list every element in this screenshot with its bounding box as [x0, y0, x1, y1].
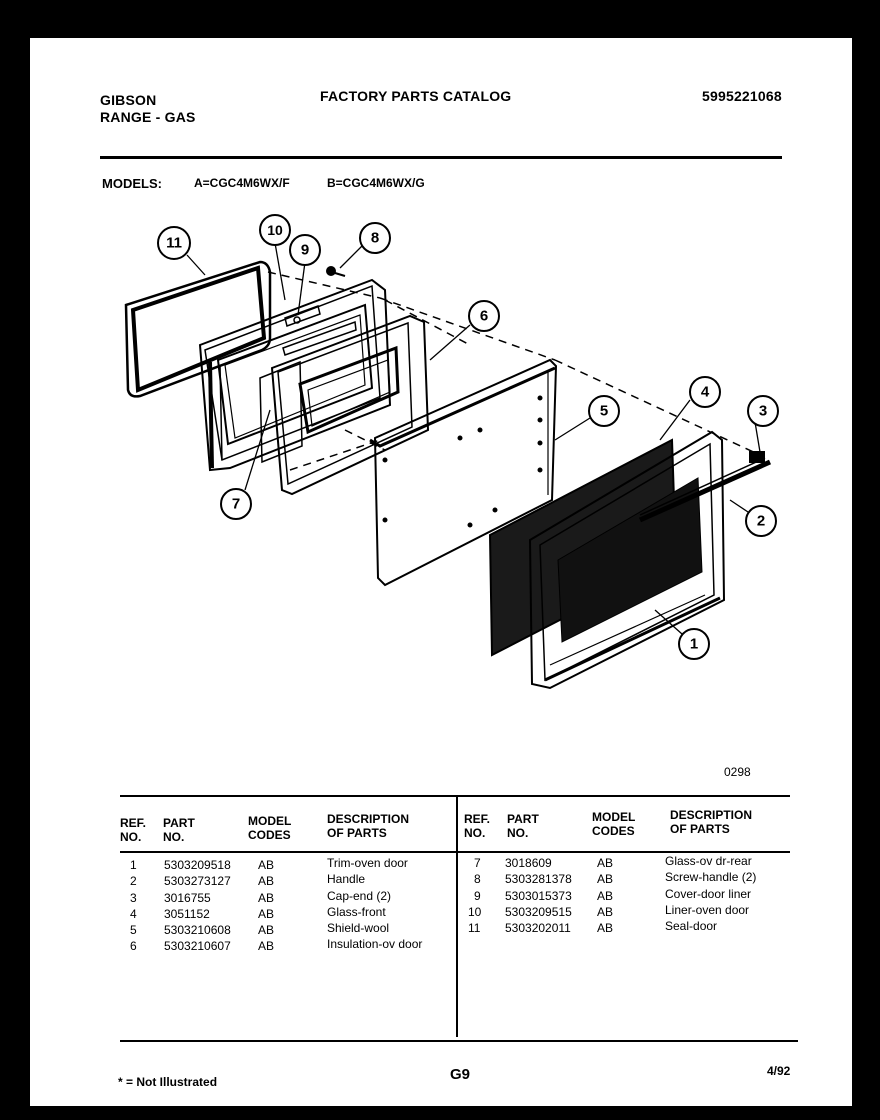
svg-text:5: 5 — [599, 402, 609, 420]
callout-7 — [221, 489, 251, 519]
table-row-ref: 3 — [130, 890, 137, 905]
catalog-title: FACTORY PARTS CATALOG — [320, 88, 512, 104]
right-desc-column — [665, 853, 756, 934]
model-a: A=CGC4M6WX/F — [194, 176, 290, 190]
callout-10 — [260, 215, 290, 245]
header-part-left: PART NO. — [163, 816, 195, 844]
table-row-part: 3018609 — [505, 856, 552, 870]
table-top-rule — [120, 795, 790, 797]
table-row-part: 5303210608 — [164, 923, 231, 938]
product-type: RANGE - GAS — [100, 109, 196, 125]
table-row-ref: 8 — [474, 872, 481, 887]
table-row-codes: AB — [597, 856, 614, 870]
catalog-date: 4/92 — [767, 1064, 791, 1078]
brand-name: GIBSON — [100, 92, 157, 108]
liner-oven-door-part — [200, 280, 390, 470]
right-codes-column — [597, 855, 613, 936]
table-row-desc: Screw-handle (2) — [665, 870, 757, 885]
table-row-part: 5303210607 — [164, 939, 231, 954]
table-row-ref: 6 — [130, 939, 137, 954]
left-ref-column — [130, 857, 137, 955]
table-row-codes: AB — [258, 906, 275, 921]
svg-text:4: 4 — [700, 383, 710, 401]
callout-8 — [360, 223, 390, 253]
table-row-desc: Seal-door — [665, 919, 718, 934]
table-row-desc: Shield-wool — [327, 921, 390, 936]
table-row-part: 5303202011 — [505, 921, 571, 936]
model-b: B=CGC4M6WX/G — [327, 176, 425, 190]
right-part-column — [505, 855, 572, 936]
table-row-codes: AB — [597, 904, 614, 919]
catalog-number: 5995221068 — [702, 88, 782, 104]
table-row-codes: AB — [258, 890, 275, 905]
table-row-ref: 7 — [474, 856, 481, 870]
not-illustrated-note: * = Not Illustrated — [118, 1075, 218, 1089]
table-row-part: 5303209518 — [164, 858, 231, 872]
callout-11 — [158, 227, 190, 259]
models-label: MODELS: — [102, 176, 162, 191]
table-row-codes: AB — [258, 923, 275, 938]
table-row-codes: AB — [258, 858, 275, 872]
table-row-desc: Handle — [327, 872, 366, 887]
table-row-codes: AB — [597, 888, 614, 903]
svg-text:7: 7 — [231, 495, 241, 513]
callout-9 — [290, 235, 320, 265]
table-row-codes: AB — [258, 874, 275, 889]
figure-code: 0298 — [724, 765, 751, 779]
svg-text:1: 1 — [689, 635, 699, 653]
svg-text:8: 8 — [370, 229, 380, 247]
cap-end-part — [750, 452, 764, 462]
table-row-desc: Glass-ov dr-rear — [665, 854, 752, 868]
table-row-ref: 1 — [130, 858, 137, 872]
table-row-desc: Glass-front — [327, 904, 386, 919]
svg-text:3: 3 — [758, 402, 768, 420]
header-desc-left: DESCRIPTION OF PARTS — [327, 812, 410, 840]
table-row-part: 3016755 — [164, 890, 211, 905]
svg-text:10: 10 — [267, 222, 283, 238]
table-row-codes: AB — [597, 921, 614, 936]
table-row-ref: 4 — [130, 906, 137, 921]
table-row-ref: 11 — [468, 921, 481, 936]
screw-part — [327, 267, 345, 276]
svg-text:6: 6 — [479, 307, 489, 325]
right-ref-column — [468, 855, 481, 936]
table-row-ref: 9 — [474, 888, 481, 903]
callout-6 — [469, 301, 499, 331]
svg-text:11: 11 — [166, 234, 182, 252]
callout-4 — [690, 377, 720, 407]
callout-1 — [679, 629, 709, 659]
table-row-desc: Cap-end (2) — [327, 888, 392, 903]
svg-text:2: 2 — [756, 512, 766, 530]
header-part-right: PART NO. — [507, 812, 539, 840]
table-bottom-rule — [120, 1040, 798, 1042]
table-row-ref: 5 — [130, 923, 137, 938]
left-part-column — [164, 857, 231, 955]
table-row-desc: Insulation-ov door — [327, 937, 423, 952]
header-desc-right: DESCRIPTION OF PARTS — [670, 808, 753, 836]
callout-3 — [748, 396, 778, 426]
table-row-codes: AB — [258, 939, 275, 954]
header-ref-left: REF. NO. — [120, 816, 147, 844]
header-model-left: MODEL CODES — [248, 814, 292, 842]
table-row-part: 5303281378 — [505, 872, 572, 887]
table-row-desc: Cover-door liner — [665, 886, 752, 901]
table-row-part: 3051152 — [164, 906, 210, 921]
seal-door-part — [126, 262, 270, 396]
table-row-part: 5303273127 — [164, 874, 231, 889]
table-row-part: 5303209515 — [505, 904, 572, 919]
insulation-ov-door-part — [272, 316, 428, 494]
left-codes-column — [258, 857, 274, 955]
table-divider — [456, 797, 458, 1037]
table-row-desc: Trim-oven door — [327, 856, 408, 870]
table-row-codes: AB — [597, 872, 614, 887]
header-ref-right: REF. NO. — [464, 812, 491, 840]
table-row-ref: 10 — [468, 904, 482, 919]
table-row-ref: 2 — [130, 874, 137, 889]
page-number: G9 — [450, 1066, 471, 1083]
alignment-lines — [268, 272, 760, 470]
callout-2 — [746, 506, 776, 536]
header-model-right: MODEL CODES — [592, 810, 636, 838]
table-row-part: 5303015373 — [505, 888, 572, 903]
svg-text:9: 9 — [300, 241, 310, 259]
left-desc-column — [327, 855, 422, 953]
table-row-desc: Liner-oven door — [665, 902, 750, 917]
callout-5 — [589, 396, 619, 426]
